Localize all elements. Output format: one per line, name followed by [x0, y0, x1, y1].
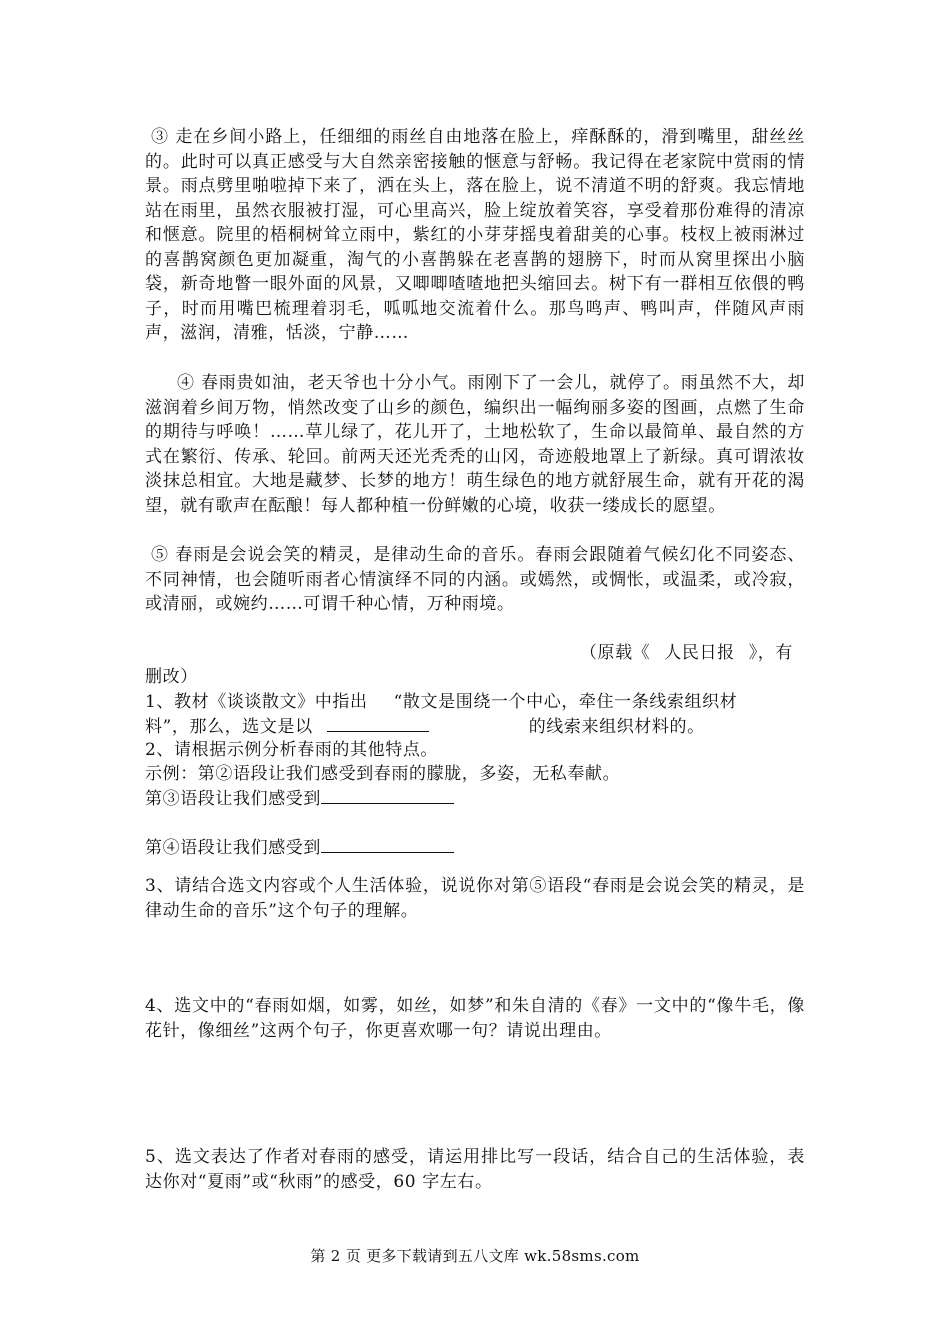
source-tail: 删改）	[145, 667, 198, 687]
question-5: 5、选文表达了作者对春雨的感受，请运用排比写一段话，结合自己的生活体验，表达你对“夏雨”或“秋雨”的感受，60 字左右。	[145, 1147, 805, 1192]
question-1-line-1	[145, 690, 805, 715]
question-1-line-2	[145, 714, 805, 740]
source-close: 》，有	[748, 643, 793, 663]
question-2-answer-3	[145, 786, 805, 812]
answer-blank-2[interactable]	[321, 786, 454, 804]
answer-blank-3[interactable]	[321, 835, 454, 853]
question-2-label-3: 第③语段让我们感受到	[145, 789, 321, 809]
paragraph-4: ④ 春雨贵如油，老天爷也十分小气。雨刚下了一会儿，就停了。雨虽然不大，却滋润着乡间万物，悄然改变了山乡的颜色，编织出一幅绚丽多姿的图画，点燃了生命的期待与呼唤！……草儿绿了，花儿开了，土地松软了，生命以最简单、最自然的方式在繁衍、传承、轮回。前两天还光秃秃的山冈，奇迹般地罩上了新绿。真可谓浓妆淡抹总相宜。大地是藏梦、长梦的地方！萌生绿色的地方就舒展生命，就有开花的渴望，就有歌声在酝酿！每人都种植一份鲜嫩的心境，收获一缕成长的愿望。	[145, 373, 805, 516]
page-footer: 第 2 页 更多下载请到五八文库 wk.58sms.com	[310, 1247, 640, 1265]
question-1-text-d: 的线索来组织材料的。	[528, 717, 705, 737]
source-newspaper: 人民日报	[664, 643, 735, 663]
question-2-answer-4	[145, 835, 805, 861]
paragraph-5: ⑤ 春雨是会说会笑的精灵，是律动生命的音乐。春雨会跟随着气候幻化不同姿态、不同神情，也会随听雨者心情演绎不同的内涵。或嫣然，或惆怅，或温柔，或冷寂，或清丽，或婉约……可谓千种心情，万种雨境。	[145, 545, 805, 614]
question-3: 3、请结合选文内容或个人生活体验，说说你对第⑤语段“春雨是会说会笑的精灵，是律动生命的音乐”这个句子的理解。	[145, 876, 805, 921]
source-open: （原载《	[579, 643, 651, 663]
question-1-text-b: “散文是围绕一个中心，牵住一条线索组织材	[393, 692, 738, 712]
answer-blank-1[interactable]	[327, 714, 429, 732]
source-line	[145, 641, 805, 666]
question-4: 4、选文中的“春雨如烟，如雾，如丝，如梦”和朱自清的《春》一文中的“像牛毛，像花针，像细丝”这两个句子，你更喜欢哪一句？请说出理由。	[145, 996, 805, 1041]
question-1-text-a: 1、教材《谈谈散文》中指出	[145, 692, 368, 712]
question-1-text-c: 料”，那么，选文是以	[145, 717, 313, 737]
question-2-example: 示例：第②语段让我们感受到春雨的朦胧，多姿，无私奉献。	[145, 764, 621, 784]
question-2-prompt: 2、请根据示例分析春雨的其他特点。	[145, 740, 439, 760]
question-2-label-4: 第④语段让我们感受到	[145, 838, 321, 858]
paragraph-3: ③ 走在乡间小路上，任细细的雨丝自由地落在脸上，痒酥酥的，滑到嘴里，甜丝丝的。此时可以真正感受与大自然亲密接触的惬意与舒畅。我记得在老家院中赏雨的情景。雨点劈里啪啦掉下来了，洒在头上，落在脸上，说不清道不明的舒爽。我忘情地站在雨里，虽然衣服被打湿，可心里高兴，脸上绽放着笑容，享受着那份难得的清凉和惬意。院里的梧桐树耸立雨中，紫红的小芽芽摇曳着甜美的心事。枝杈上被雨淋过的喜鹊窝颜色更加凝重，淘气的小喜鹊躲在老喜鹊的翅膀下，时而从窝里探出小脑袋，新奇地瞥一眼外面的风景，又唧唧喳喳地把头缩回去。树下有一群相互依偎的鸭子，时而用嘴巴梳理着羽毛，呱呱地交流着什么。那鸟鸣声、鸭叫声，伴随风声雨声，滋润，清雅，恬淡，宁静……	[145, 127, 805, 343]
